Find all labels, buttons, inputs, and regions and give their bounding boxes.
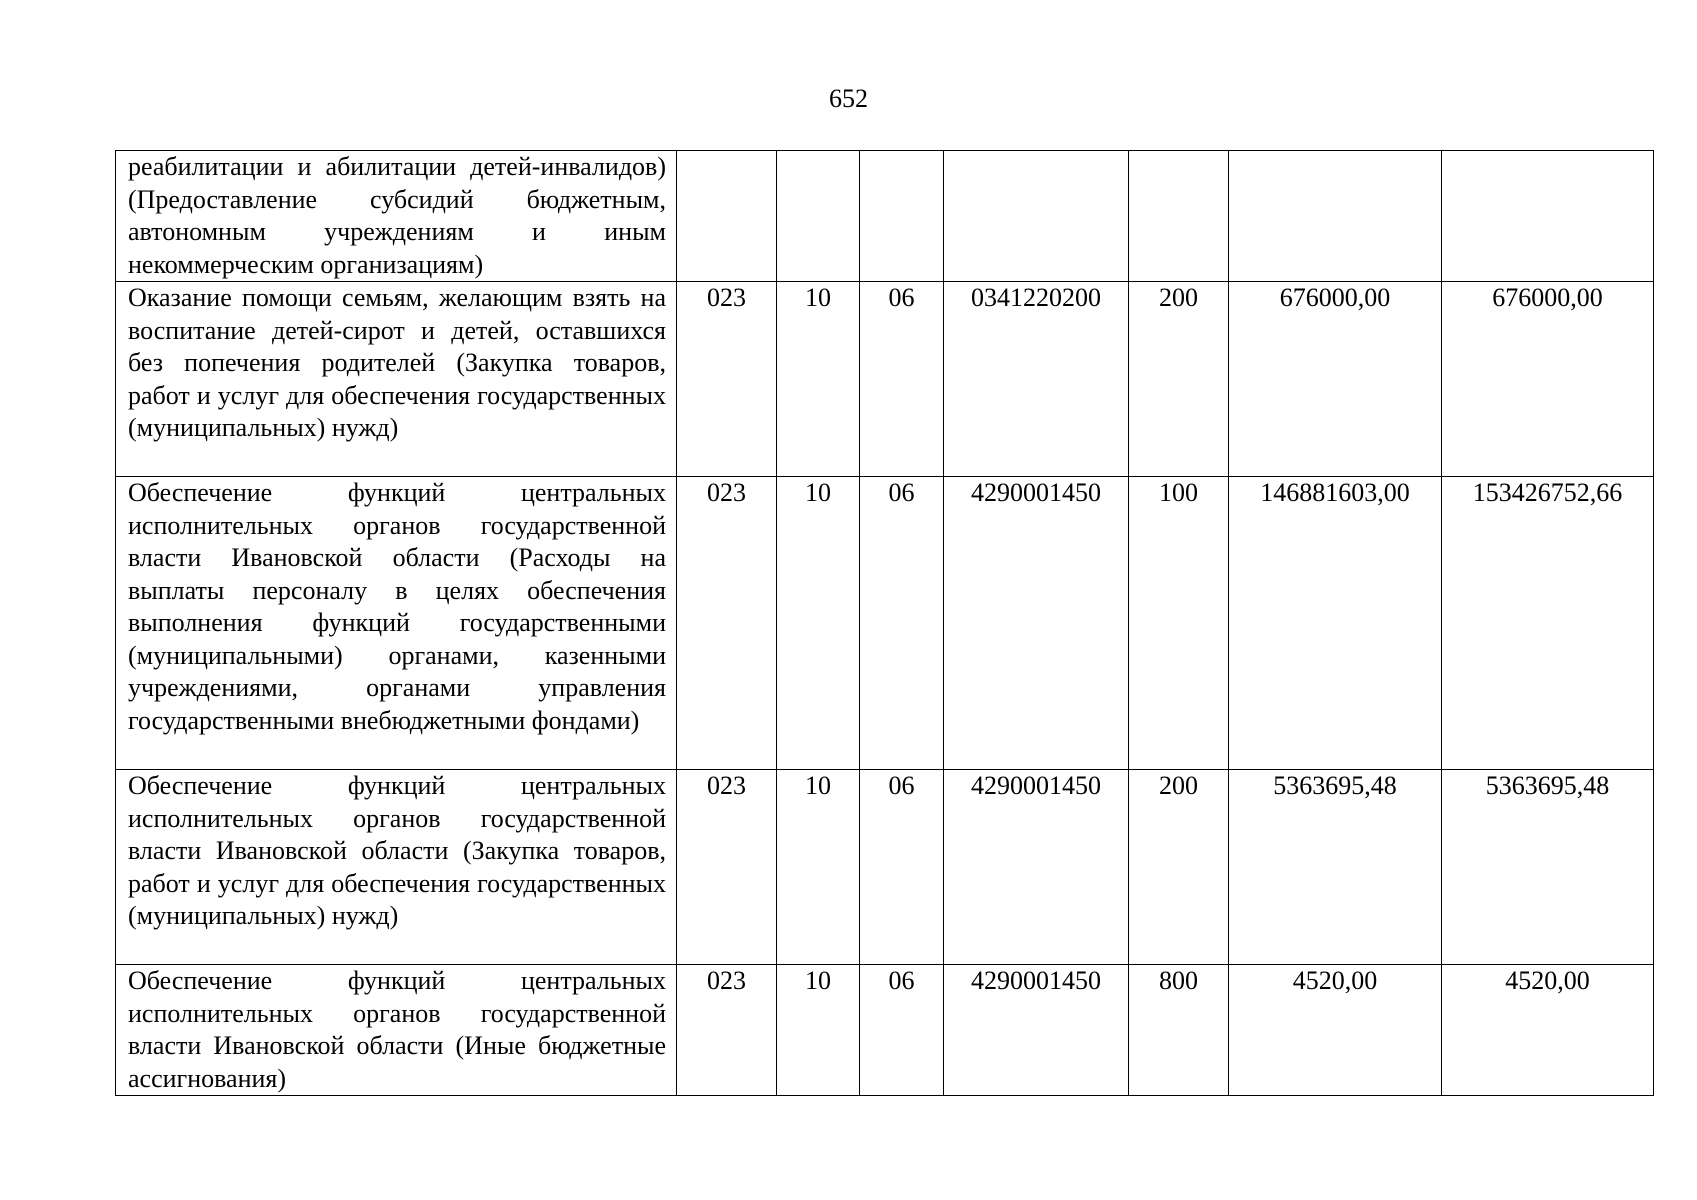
ministry-code: 023: [677, 965, 777, 1096]
row-description: Обеспечение функций центральных исполнительных органов государственной власти Ивановской области (Иные бюджетные ассигнования): [116, 965, 677, 1096]
table-row: [116, 151, 1654, 282]
section-code: [777, 151, 860, 282]
amount-year-2: 4520,00: [1442, 965, 1654, 1096]
row-description: реабилитации и абилитации детей-инвалидов) (Предоставление субсидий бюджетным, автономным учреждениям и иным некоммерческим организациям): [116, 151, 677, 282]
table-row: [116, 477, 1654, 770]
subsection-code: 06: [860, 965, 944, 1096]
expense-type-code: 200: [1129, 770, 1229, 965]
expense-type-code: [1129, 151, 1229, 282]
target-article-code: 4290001450: [944, 770, 1129, 965]
amount-year-1: 5363695,48: [1229, 770, 1442, 965]
target-article-code: [944, 151, 1129, 282]
amount-year-1: 4520,00: [1229, 965, 1442, 1096]
target-article-code: 0341220200: [944, 282, 1129, 477]
amount-year-2: 5363695,48: [1442, 770, 1654, 965]
amount-year-2: 676000,00: [1442, 282, 1654, 477]
ministry-code: 023: [677, 282, 777, 477]
subsection-code: [860, 151, 944, 282]
row-description: Обеспечение функций центральных исполнительных органов государственной власти Ивановской области (Закупка товаров, работ и услуг для обеспечения государственных (муниципальных) нужд): [116, 770, 677, 965]
amount-year-2: 153426752,66: [1442, 477, 1654, 770]
ministry-code: [677, 151, 777, 282]
section-code: 10: [777, 770, 860, 965]
subsection-code: 06: [860, 477, 944, 770]
table-row: [116, 965, 1654, 1096]
subsection-code: 06: [860, 282, 944, 477]
target-article-code: 4290001450: [944, 965, 1129, 1096]
row-description: Оказание помощи семьям, желающим взять на воспитание детей-сирот и детей, оставшихся без попечения родителей (Закупка товаров, работ и услуг для обеспечения государственных (муниципальных) нужд): [116, 282, 677, 477]
budget-table: [115, 150, 1654, 1096]
expense-type-code: 800: [1129, 965, 1229, 1096]
subsection-code: 06: [860, 770, 944, 965]
amount-year-2: [1442, 151, 1654, 282]
expense-type-code: 100: [1129, 477, 1229, 770]
row-description: Обеспечение функций центральных исполнительных органов государственной власти Ивановской области (Расходы на выплаты персоналу в целях обеспечения выполнения функций государственными (муниципальными) органами, казенными учреждениями, органами управления государственными внебюджетными фондами): [116, 477, 677, 770]
table-row: [116, 770, 1654, 965]
expense-type-code: 200: [1129, 282, 1229, 477]
section-code: 10: [777, 282, 860, 477]
amount-year-1: [1229, 151, 1442, 282]
ministry-code: 023: [677, 770, 777, 965]
amount-year-1: 676000,00: [1229, 282, 1442, 477]
amount-year-1: 146881603,00: [1229, 477, 1442, 770]
section-code: 10: [777, 477, 860, 770]
target-article-code: 4290001450: [944, 477, 1129, 770]
table-row: [116, 282, 1654, 477]
section-code: 10: [777, 965, 860, 1096]
page-number: 652: [829, 84, 868, 113]
ministry-code: 023: [677, 477, 777, 770]
